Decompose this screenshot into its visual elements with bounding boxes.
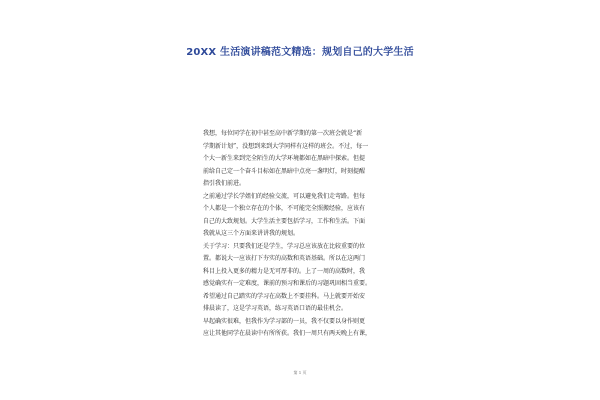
text-line: 感觉确实有一定难度，课前的预习和课后的习题巩固相当重要。 <box>203 280 372 287</box>
text-line: 排晨读了，这是学习英语，练习英语口语的最佳机会。 <box>203 305 348 312</box>
text-line: 前给自己定一个奋斗目标如在黑暗中点亮一盏明灯，时刻提醒 <box>203 167 366 175</box>
text-line: 科目上投入更多的精力是无可厚非的。上了一周的高数时，我 <box>203 267 366 275</box>
text-line: 希望通过自己踏实的学习在高数上不要挂科。马上就要开始安 <box>203 292 366 300</box>
text-line: 之前通过学长学姐们的经验交流，可以避免我们走弯路。但每 <box>203 192 366 200</box>
page-number: 第 1 页 <box>293 370 307 375</box>
text-line: 个人都是一个独立存在的个体，不可能完全照搬经验，应该有 <box>203 205 366 212</box>
text-line: 指引我们前进。 <box>203 180 246 187</box>
text-line: 早起确实很难，但我作为学习部的一员，我不仅要以身作则更 <box>203 317 366 325</box>
text-line: 我想，每位同学在初中甚至高中新学期的第一次班会就是“新 <box>203 130 363 137</box>
text-line: 个大一新生来到完全陌生的大学环境都如在黑暗中探索。但提 <box>203 155 366 162</box>
page-title: 20XX 生活演讲稿范文精选：规划自己的大学生活 <box>186 47 414 58</box>
text-line: 学期新计划”，没想到来到大学同样有这样的班会。不过，每一 <box>203 142 369 150</box>
body-text <box>203 128 399 341</box>
text-line: 应让其他同学在晨读中有所所获。我们一周只有两天晚上有课， <box>203 330 372 337</box>
text-line: 置。都说大一应该打下夯实的高数和英语基础。所以在这两门 <box>203 255 366 262</box>
text-line: 自己的大致规划。大学生活主要包括学习，工作和生活。下面 <box>203 217 366 225</box>
text-line: 关于学习：只要我们还是学生，学习总应该放在比较重要的位 <box>203 242 366 250</box>
text-line: 我就从这三个方面来讲讲我的规划。 <box>203 230 300 237</box>
